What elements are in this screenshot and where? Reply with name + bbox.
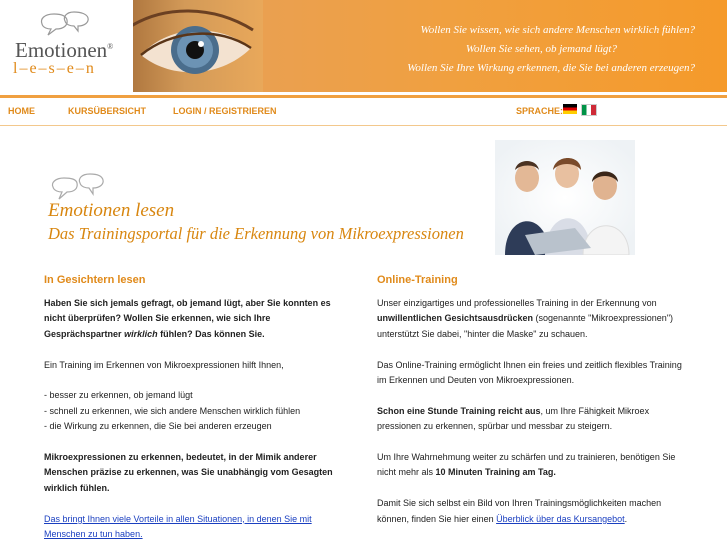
intro-emphasis: wirklich <box>124 328 158 339</box>
benefit-list <box>44 388 344 434</box>
list-item: - schnell zu erkennen, wie sich andere Menschen wirklich fühlen <box>44 405 301 416</box>
hero-title: Emotionen lesen <box>48 200 175 221</box>
right-heading: Online-Training <box>377 274 458 286</box>
flag-italy-icon[interactable] <box>581 104 597 116</box>
left-column <box>44 273 344 558</box>
right-paragraph-3: Schon eine Stunde Training reicht aus, um Ihre Fähigkeit Mikroex pressionen zu erkennen, spürbar und messbar zu steigern. <box>377 405 650 432</box>
left-paragraph-2: Ein Training im Erkennen von Mikroexpressionen hilft Ihnen, <box>44 359 284 370</box>
right-column <box>377 273 682 542</box>
right-paragraph-2: Das Online-Training ermöglicht Ihnen ein freies und zeitlich flexibles Training im Erkennen und Deuten von Mikroexpressionen. <box>377 359 682 386</box>
speech-bubbles-icon <box>48 172 112 202</box>
list-item: - die Wirkung zu erkennen, die Sie bei anderen erzeugen <box>44 421 272 432</box>
tagline-banner <box>263 0 727 92</box>
list-item: - besser zu erkennen, ob jemand lügt <box>44 390 193 401</box>
benefits-link[interactable]: Das bringt Ihnen viele Vorteile in allen Situationen, in denen Sie mit Menschen zu tun haben. <box>44 513 312 540</box>
nav-divider <box>0 125 727 126</box>
logo[interactable] <box>0 0 133 92</box>
team-photo <box>495 140 635 255</box>
hero-subtitle: Das Trainingsportal für die Erkennung von Mikroexpressionen <box>48 224 464 243</box>
logo-wordmark: Emotionen® <box>15 38 114 62</box>
left-heading: In Gesichtern lesen <box>44 274 146 286</box>
tagline-line-2: Wollen Sie sehen, ob jemand lügt? <box>465 43 617 55</box>
left-intro: Haben Sie sich jemals gefragt, ob jemand lügt, aber Sie konnten es nicht überprüfen? Wollen Sie erkennen, wie sich Ihre Gesprächspartner wirklich fühlen? Das können Sie. <box>44 298 331 339</box>
left-paragraph-4: Mikroexpressionen zu erkennen, bedeutet, in der Mimik anderer Menschen präzise zu erkennen, was Sie unabhängig vom Gesagten wirklich fühlen. <box>44 452 333 493</box>
header <box>0 0 727 92</box>
logo-subtext: l–e–s–e–n <box>13 60 96 77</box>
right-paragraph-5: Damit Sie sich selbst ein Bild von Ihren Trainingsmöglichkeiten machen können, finden Sie hier einen Überblick über das Kursangebot. <box>377 498 662 524</box>
nav-login-register[interactable]: LOGIN / REGISTRIEREN <box>173 106 277 116</box>
right-paragraph-4: Um Ihre Wahrnehmung weiter zu schärfen und zu trainieren, benötigen Sie nicht mehr als 10 Minuten Training am Tag. <box>377 452 676 478</box>
right-paragraph-1: Unser einzigartiges und professionelles Training in der Erkennung von unwillentlichen Gesichtsausdrücken (sogenannte "Mikroexpressionen") unterstützt Sie dabei, "hinter die Maske" zu schauen. <box>377 298 674 339</box>
tagline-line-3: Wollen Sie Ihre Wirkung erkennen, die Sie bei anderen erzeugen? <box>407 62 695 74</box>
tagline-line-1: Wollen Sie wissen, wie sich andere Menschen wirklich fühlen? <box>420 24 695 36</box>
language-label: SPRACHE: <box>516 106 564 116</box>
nav-courses[interactable]: KURSÜBERSICHT <box>68 106 147 116</box>
main-nav <box>0 98 727 126</box>
speech-bubbles-icon <box>36 10 96 40</box>
flag-germany-icon[interactable] <box>563 104 577 114</box>
course-overview-link[interactable]: Überblick über das Kursangebot <box>496 513 625 524</box>
nav-home[interactable]: HOME <box>8 106 35 116</box>
